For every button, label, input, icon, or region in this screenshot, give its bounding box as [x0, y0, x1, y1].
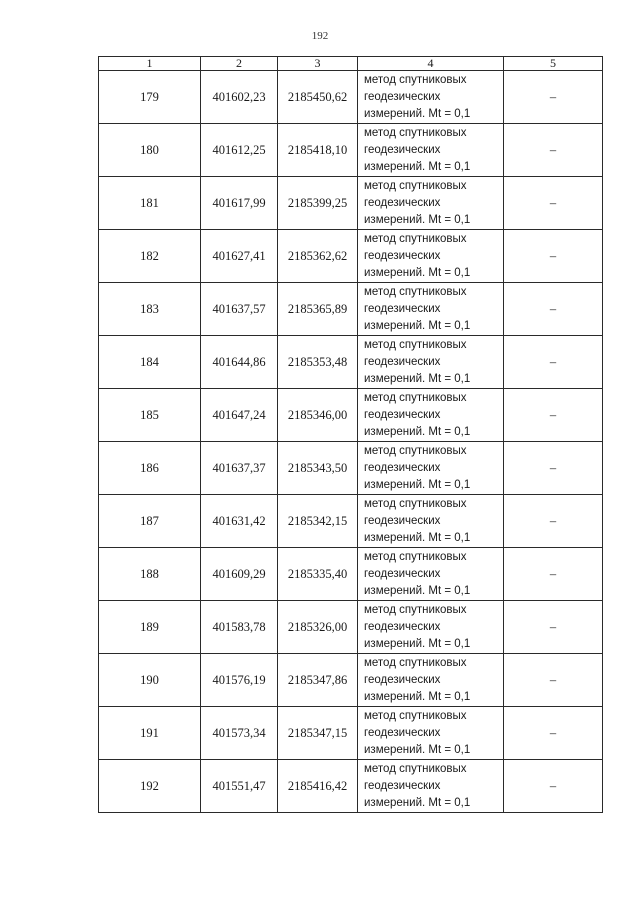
method-text-line: измерений. Mt = 0,1 [364, 213, 471, 226]
x-coordinate-cell: 401602,23 [201, 71, 278, 124]
method-cell [358, 336, 504, 389]
method-text-line: измерений. Mt = 0,1 [364, 266, 471, 279]
method-text-line: геодезических [364, 302, 441, 315]
method-text-line: метод спутниковых [364, 656, 467, 669]
table-row [99, 654, 603, 707]
page-number: 192 [311, 30, 329, 42]
method-cell [358, 548, 504, 601]
y-coordinate-cell: 2185342,15 [278, 495, 358, 548]
method-text-line: метод спутниковых [364, 444, 467, 457]
x-coordinate-cell: 401612,25 [201, 124, 278, 177]
point-number-cell: 183 [99, 283, 201, 336]
note-cell: – [504, 177, 603, 230]
method-text-line: метод спутниковых [364, 73, 467, 86]
x-coordinate-cell: 401647,24 [201, 389, 278, 442]
method-text-line: метод спутниковых [364, 497, 467, 510]
method-cell [358, 601, 504, 654]
table-row [99, 71, 603, 124]
method-text-line: метод спутниковых [364, 762, 467, 775]
y-coordinate-cell: 2185399,25 [278, 177, 358, 230]
point-number-cell: 190 [99, 654, 201, 707]
x-coordinate-cell: 401644,86 [201, 336, 278, 389]
point-number-cell: 182 [99, 230, 201, 283]
point-number-cell: 180 [99, 124, 201, 177]
method-text-line: геодезических [364, 779, 441, 792]
method-text-line: измерений. Mt = 0,1 [364, 796, 471, 809]
method-text-line: геодезических [364, 726, 441, 739]
method-text-line: метод спутниковых [364, 232, 467, 245]
table-row [99, 707, 603, 760]
method-cell [358, 654, 504, 707]
table-row [99, 389, 603, 442]
x-coordinate-cell: 401551,47 [201, 760, 278, 813]
method-text-line: измерений. Mt = 0,1 [364, 690, 471, 703]
method-text-line: измерений. Mt = 0,1 [364, 425, 471, 438]
y-coordinate-cell: 2185335,40 [278, 548, 358, 601]
table-row [99, 177, 603, 230]
method-text-line: геодезических [364, 249, 441, 262]
note-cell: – [504, 71, 603, 124]
table-row [99, 442, 603, 495]
point-number-cell: 192 [99, 760, 201, 813]
note-cell: – [504, 336, 603, 389]
method-cell [358, 389, 504, 442]
x-coordinate-cell: 401609,29 [201, 548, 278, 601]
note-cell: – [504, 760, 603, 813]
method-text-line: метод спутниковых [364, 285, 467, 298]
x-coordinate-cell: 401583,78 [201, 601, 278, 654]
header-row [99, 57, 603, 71]
method-cell [358, 230, 504, 283]
point-number-cell: 187 [99, 495, 201, 548]
note-cell: – [504, 601, 603, 654]
method-text-line: геодезических [364, 461, 441, 474]
method-text-line: измерений. Mt = 0,1 [364, 372, 471, 385]
table-row [99, 230, 603, 283]
table-row [99, 760, 603, 813]
method-text-line: метод спутниковых [364, 550, 467, 563]
y-coordinate-cell: 2185343,50 [278, 442, 358, 495]
table-row [99, 336, 603, 389]
coordinates-table [98, 56, 603, 813]
method-text-line: геодезических [364, 196, 441, 209]
method-cell [358, 71, 504, 124]
x-coordinate-cell: 401637,57 [201, 283, 278, 336]
method-text-line: геодезических [364, 567, 441, 580]
method-text-line: метод спутниковых [364, 603, 467, 616]
note-cell: – [504, 230, 603, 283]
method-text-line: метод спутниковых [364, 338, 467, 351]
note-cell: – [504, 548, 603, 601]
method-text-line: измерений. Mt = 0,1 [364, 531, 471, 544]
note-cell: – [504, 707, 603, 760]
x-coordinate-cell: 401573,34 [201, 707, 278, 760]
table-row [99, 495, 603, 548]
method-cell [358, 442, 504, 495]
y-coordinate-cell: 2185346,00 [278, 389, 358, 442]
method-text-line: метод спутниковых [364, 391, 467, 404]
method-text-line: геодезических [364, 514, 441, 527]
table-row [99, 548, 603, 601]
method-text-line: геодезических [364, 143, 441, 156]
method-text-line: измерений. Mt = 0,1 [364, 107, 471, 120]
note-cell: – [504, 124, 603, 177]
header-col-3: 3 [278, 57, 358, 71]
method-text-line: метод спутниковых [364, 709, 467, 722]
table-row [99, 601, 603, 654]
y-coordinate-cell: 2185326,00 [278, 601, 358, 654]
method-text-line: измерений. Mt = 0,1 [364, 637, 471, 650]
header-col-1: 1 [99, 57, 201, 71]
note-cell: – [504, 495, 603, 548]
table-body [99, 71, 603, 813]
method-text-line: метод спутниковых [364, 179, 467, 192]
method-cell [358, 124, 504, 177]
method-cell [358, 283, 504, 336]
method-text-line: измерений. Mt = 0,1 [364, 160, 471, 173]
x-coordinate-cell: 401631,42 [201, 495, 278, 548]
y-coordinate-cell: 2185347,86 [278, 654, 358, 707]
method-text-line: геодезических [364, 355, 441, 368]
method-text-line: измерений. Mt = 0,1 [364, 319, 471, 332]
y-coordinate-cell: 2185362,62 [278, 230, 358, 283]
point-number-cell: 186 [99, 442, 201, 495]
note-cell: – [504, 654, 603, 707]
table-row [99, 283, 603, 336]
table-row [99, 124, 603, 177]
header-col-4: 4 [358, 57, 504, 71]
y-coordinate-cell: 2185450,62 [278, 71, 358, 124]
method-cell [358, 707, 504, 760]
method-text-line: геодезических [364, 673, 441, 686]
point-number-cell: 191 [99, 707, 201, 760]
header-col-2: 2 [201, 57, 278, 71]
method-text-line: измерений. Mt = 0,1 [364, 743, 471, 756]
y-coordinate-cell: 2185353,48 [278, 336, 358, 389]
method-text-line: измерений. Mt = 0,1 [364, 478, 471, 491]
x-coordinate-cell: 401576,19 [201, 654, 278, 707]
table-header [99, 57, 603, 71]
point-number-cell: 181 [99, 177, 201, 230]
x-coordinate-cell: 401627,41 [201, 230, 278, 283]
y-coordinate-cell: 2185418,10 [278, 124, 358, 177]
method-cell [358, 177, 504, 230]
note-cell: – [504, 283, 603, 336]
note-cell: – [504, 442, 603, 495]
point-number-cell: 184 [99, 336, 201, 389]
point-number-cell: 179 [99, 71, 201, 124]
header-col-5: 5 [504, 57, 603, 71]
note-cell: – [504, 389, 603, 442]
method-text-line: геодезических [364, 620, 441, 633]
method-cell [358, 760, 504, 813]
method-cell [358, 495, 504, 548]
method-text-line: геодезических [364, 90, 441, 103]
method-text-line: геодезических [364, 408, 441, 421]
y-coordinate-cell: 2185416,42 [278, 760, 358, 813]
point-number-cell: 188 [99, 548, 201, 601]
x-coordinate-cell: 401637,37 [201, 442, 278, 495]
point-number-cell: 189 [99, 601, 201, 654]
y-coordinate-cell: 2185347,15 [278, 707, 358, 760]
method-text-line: метод спутниковых [364, 126, 467, 139]
point-number-cell: 185 [99, 389, 201, 442]
x-coordinate-cell: 401617,99 [201, 177, 278, 230]
method-text-line: измерений. Mt = 0,1 [364, 584, 471, 597]
y-coordinate-cell: 2185365,89 [278, 283, 358, 336]
